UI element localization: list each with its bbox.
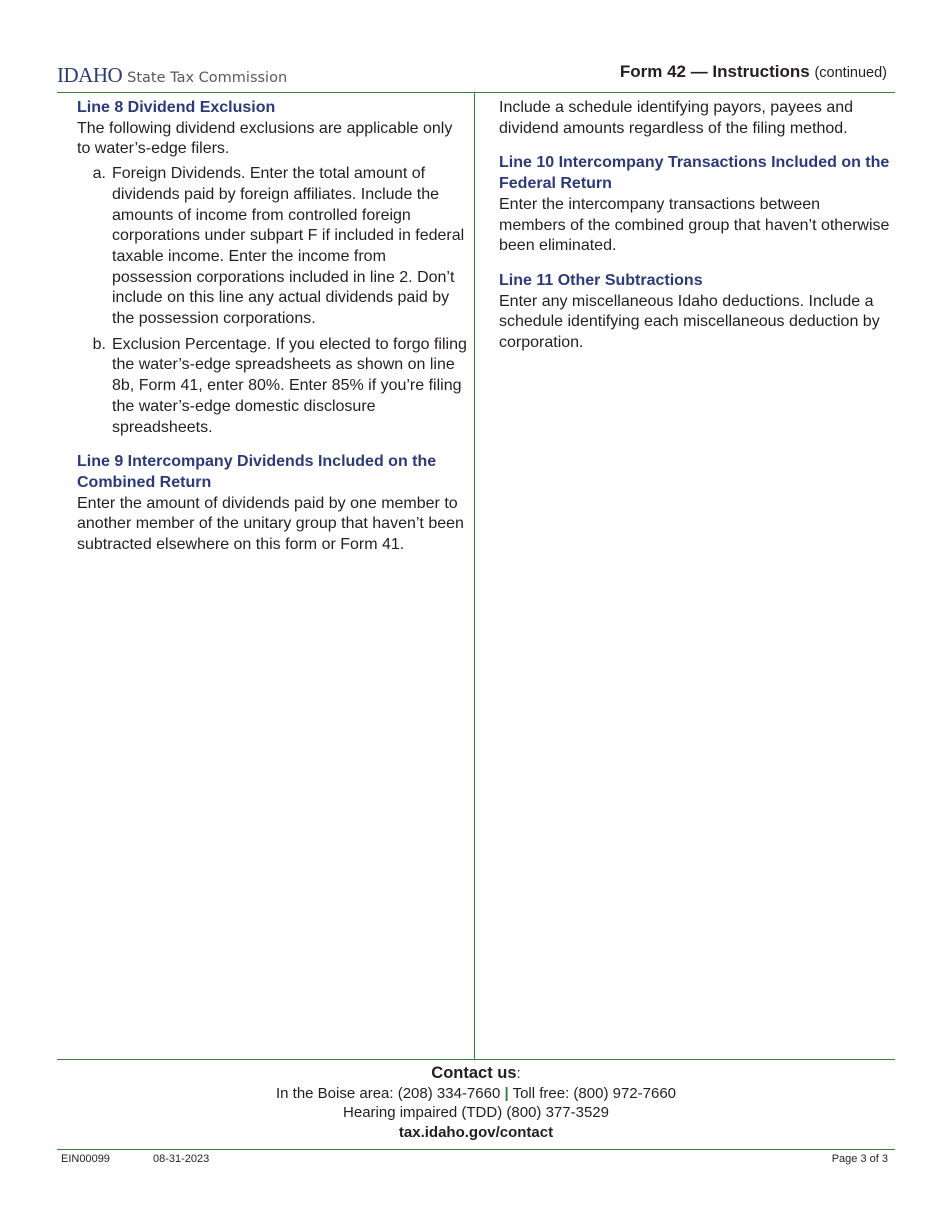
- contact-phones: [57, 1084, 895, 1104]
- revision-date: 08-31-2023: [153, 1153, 210, 1165]
- list-item-text: Foreign Dividends. Enter the total amount of dividends paid by foreign affiliates. Include the amounts of income from controlled foreign corporations under subpart F if included in federal taxable income. Enter the income from possession corporations included in line 2. Don’t include on this line any actual dividends paid by the possession corporations.: [112, 165, 465, 328]
- line-8-list: [77, 164, 467, 438]
- tdd-phone: Hearing impaired (TDD) (800) 377-3529: [343, 1104, 609, 1121]
- footer-top-rule: [57, 1059, 895, 1060]
- line-11-text: Enter any miscellaneous Idaho deductions. Include a schedule identifying each miscellaneous deduction by corporation.: [499, 292, 880, 352]
- form-title-continued: (continued): [814, 65, 887, 81]
- page-number: Page 3 of 3: [831, 1153, 888, 1165]
- section-line-11: [499, 271, 891, 354]
- idaho-logo: [57, 63, 287, 88]
- line-8-heading: Line 8 Dividend Exclusion: [77, 99, 276, 116]
- column-divider: [474, 93, 475, 1059]
- logo-agency-name: State Tax Commission: [127, 70, 288, 86]
- line-10-heading: Line 10 Intercompany Transactions Included on the Federal Return: [499, 154, 890, 193]
- contact-url-link[interactable]: tax.idaho.gov/contact: [398, 1123, 554, 1141]
- section-line-9: [77, 452, 467, 556]
- toll-free-phone: Toll free: (800) 972-7660: [512, 1084, 677, 1102]
- left-column: [77, 98, 467, 570]
- footer-bottom-rule: [57, 1149, 895, 1150]
- list-item-text: Exclusion Percentage. If you elected to forgo filing the water’s-edge spreadsheets as shown on line 8b, Form 41, enter 80%. Enter 85% if you’re filing the water’s-edge domestic disclosure spreadsheets.: [112, 335, 467, 436]
- list-item: [77, 164, 467, 330]
- form-code: EIN00099: [61, 1153, 110, 1165]
- line-9-heading: Line 9 Intercompany Dividends Included on the Combined Return: [77, 453, 437, 491]
- line-8-intro: The following dividend exclusions are applicable only to water’s-edge filers.: [77, 119, 453, 158]
- phone-separator: |: [504, 1084, 509, 1102]
- section-line-9-continued: [499, 98, 891, 139]
- page-header: [57, 58, 895, 93]
- right-column: [499, 98, 891, 368]
- section-line-10: [499, 153, 891, 257]
- section-line-8: [77, 98, 467, 438]
- line-9-continued-text: Include a schedule identifying payors, payees and dividend amounts regardless of the filing method.: [499, 99, 854, 137]
- logo-wordmark: IDAHO: [57, 63, 123, 87]
- contact-title: Contact us: [431, 1064, 517, 1082]
- list-item-marker: b.: [92, 335, 106, 353]
- form-title: [620, 62, 887, 82]
- list-item: [77, 335, 467, 439]
- boise-phone: In the Boise area: (208) 334-7660: [275, 1084, 501, 1102]
- line-9-text: Enter the amount of dividends paid by one member to another member of the unitary group that haven’t been subtracted elsewhere on this form or Form 41.: [77, 494, 464, 554]
- list-item-marker: a.: [92, 165, 106, 183]
- line-10-text: Enter the intercompany transactions between members of the combined group that haven’t otherwise been eliminated.: [499, 195, 890, 255]
- form-title-text: Form 42 — Instructions: [619, 62, 810, 81]
- contact-block: [57, 1064, 895, 1142]
- contact-title-colon: :: [516, 1065, 521, 1082]
- line-11-heading: Line 11 Other Subtractions: [499, 271, 703, 289]
